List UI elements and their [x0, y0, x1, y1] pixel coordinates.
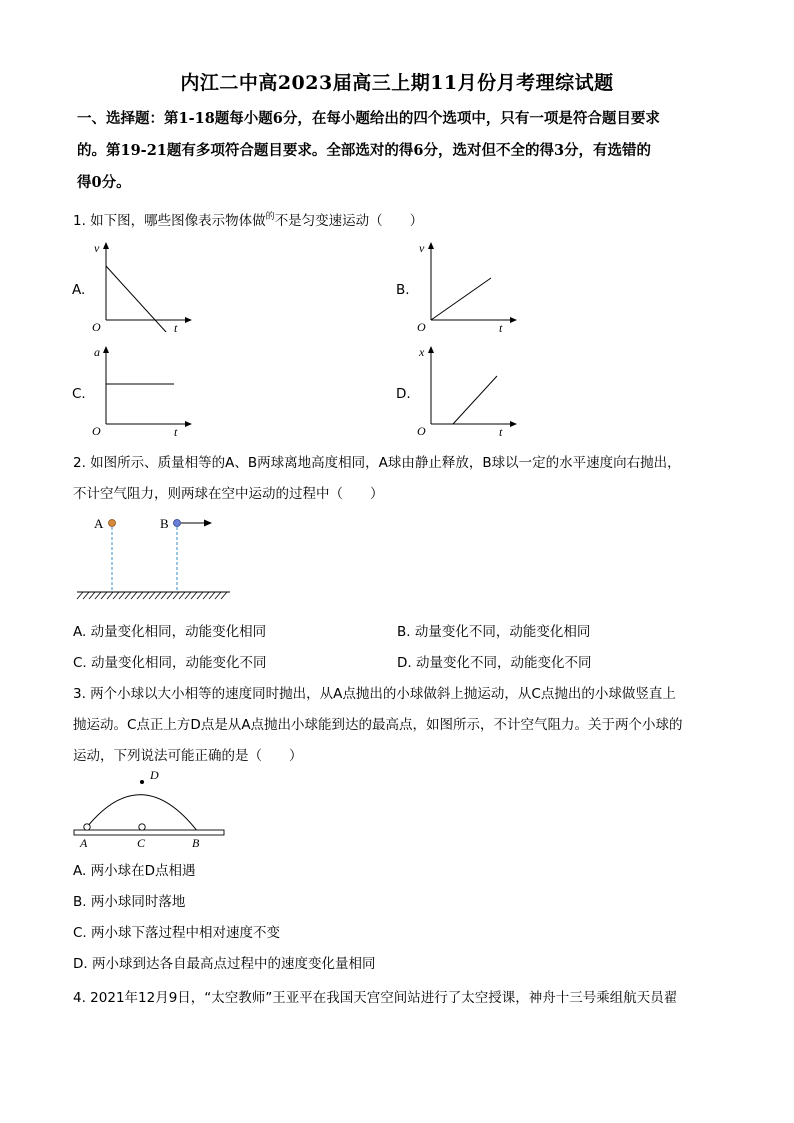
q3-stem-line1: 3. 两个小球以大小相等的速度同时抛出，从A点抛出的小球做斜上抛运动，从C点抛出的小球做竖直上 — [73, 686, 676, 702]
q4-stem-line1: 4. 2021年12月9日，“太空教师”王亚平在我国天宫空间站进行了太空授课，神舟十三号乘组航天员翟 — [73, 990, 678, 1006]
q2-figure — [72, 512, 242, 604]
q2-stem-line2: 不计空气阻力，则两球在空中运动的过程中（ ） — [73, 486, 384, 502]
q2-ball-b-label: B — [160, 516, 169, 531]
q2-option-c: C. 动量变化相同，动能变化不同 — [73, 655, 267, 671]
graph-a-ylabel: v — [94, 241, 100, 255]
graph-b-curve — [431, 278, 491, 320]
section-heading-line3: 得0分。 — [77, 174, 131, 191]
page-title: 内江二中高2023届高三上期11月份月考理综试题 — [180, 72, 614, 94]
q3-ground — [74, 830, 224, 835]
graph-a-origin: O — [92, 320, 101, 332]
graph-d-origin: O — [417, 424, 426, 436]
q3-label-a: A — [80, 836, 88, 850]
graph-d-x-arrow — [510, 421, 517, 427]
q2-option-a: A. 动量变化相同，动能变化相同 — [73, 624, 267, 640]
graph-d-curve — [453, 376, 497, 424]
graph-d-ylabel: x — [419, 345, 425, 359]
q2-ground-hatching — [77, 592, 227, 599]
q2-option-b: B. 动量变化不同，动能变化相同 — [397, 624, 591, 640]
q1-stem-text: 1. 如下图，哪些图像表示物体做 — [73, 213, 266, 229]
section-heading-line1: 一、选择题：第1-18题每小题6分，在每小题给出的四个选项中，只有一项是符合题目要求 — [77, 110, 660, 127]
q1-graph-c — [88, 344, 198, 436]
graph-b-origin: O — [417, 320, 426, 332]
graph-a-xlabel: t — [174, 321, 178, 332]
q1-option-d-label: D. — [396, 386, 411, 402]
q2-ball-a-label: A — [94, 516, 104, 531]
q3-label-d: D — [150, 768, 159, 782]
q3-stem-line2: 抛运动。C点正上方D点是从A点抛出小球能到达的最高点，如图所示，不计空气阻力。关于两个小球的 — [73, 717, 683, 733]
q1-graph-b — [413, 240, 523, 332]
section-heading-line2: 的。第19-21题有多项符合题目要求。全部选对的得6分，选对但不全的得3分，有选错的 — [77, 142, 652, 159]
q2-ball-a — [109, 520, 116, 527]
q3-label-c: C — [137, 836, 146, 850]
q1-graph-a — [88, 240, 198, 332]
graph-b-x-arrow — [510, 317, 517, 323]
graph-a-y-arrow — [103, 242, 109, 249]
q3-ball-a — [84, 824, 90, 830]
graph-c-xlabel: t — [174, 425, 178, 436]
q3-ball-c — [139, 824, 145, 830]
q1-option-b-label: B. — [396, 282, 410, 298]
q2-option-d: D. 动量变化不同，动能变化不同 — [397, 655, 592, 671]
q3-point-d — [140, 780, 144, 784]
q1-stem-small: 的 — [265, 212, 275, 222]
q2-velocity-arrowhead — [204, 520, 212, 527]
graph-d-xlabel: t — [499, 425, 503, 436]
q2-ball-b — [174, 520, 181, 527]
graph-d-y-arrow — [428, 346, 434, 353]
q1-graph-d — [413, 344, 523, 436]
graph-b-ylabel: v — [419, 241, 425, 255]
graph-c-x-arrow — [185, 421, 192, 427]
q3-option-c: C. 两小球下落过程中相对速度不变 — [73, 925, 281, 941]
graph-a-curve — [106, 266, 166, 332]
graph-b-y-arrow — [428, 242, 434, 249]
graph-c-ylabel: a — [94, 345, 100, 359]
graph-c-y-arrow — [103, 346, 109, 353]
q3-label-b: B — [192, 836, 200, 850]
q1-stem — [73, 209, 423, 229]
q2-stem-line1: 2. 如图所示、质量相等的A、B两球离地高度相同，A球由静止释放，B球以一定的水平速度向右抛出， — [73, 455, 681, 471]
q1-option-a-label: A. — [72, 282, 86, 298]
q3-option-b: B. 两小球同时落地 — [73, 894, 186, 910]
graph-b-xlabel: t — [499, 321, 503, 332]
q3-option-a: A. 两小球在D点相遇 — [73, 863, 196, 879]
q3-option-d: D. 两小球到达各自最高点过程中的速度变化量相同 — [73, 956, 376, 972]
graph-c-origin: O — [92, 424, 101, 436]
q3-stem-line3: 运动，下列说法可能正确的是（ ） — [73, 748, 303, 764]
q1-option-c-label: C. — [72, 386, 86, 402]
q3-figure — [70, 764, 230, 852]
graph-a-x-arrow — [185, 317, 192, 323]
q1-stem-rest: 不是匀变速运动（ ） — [274, 213, 424, 229]
